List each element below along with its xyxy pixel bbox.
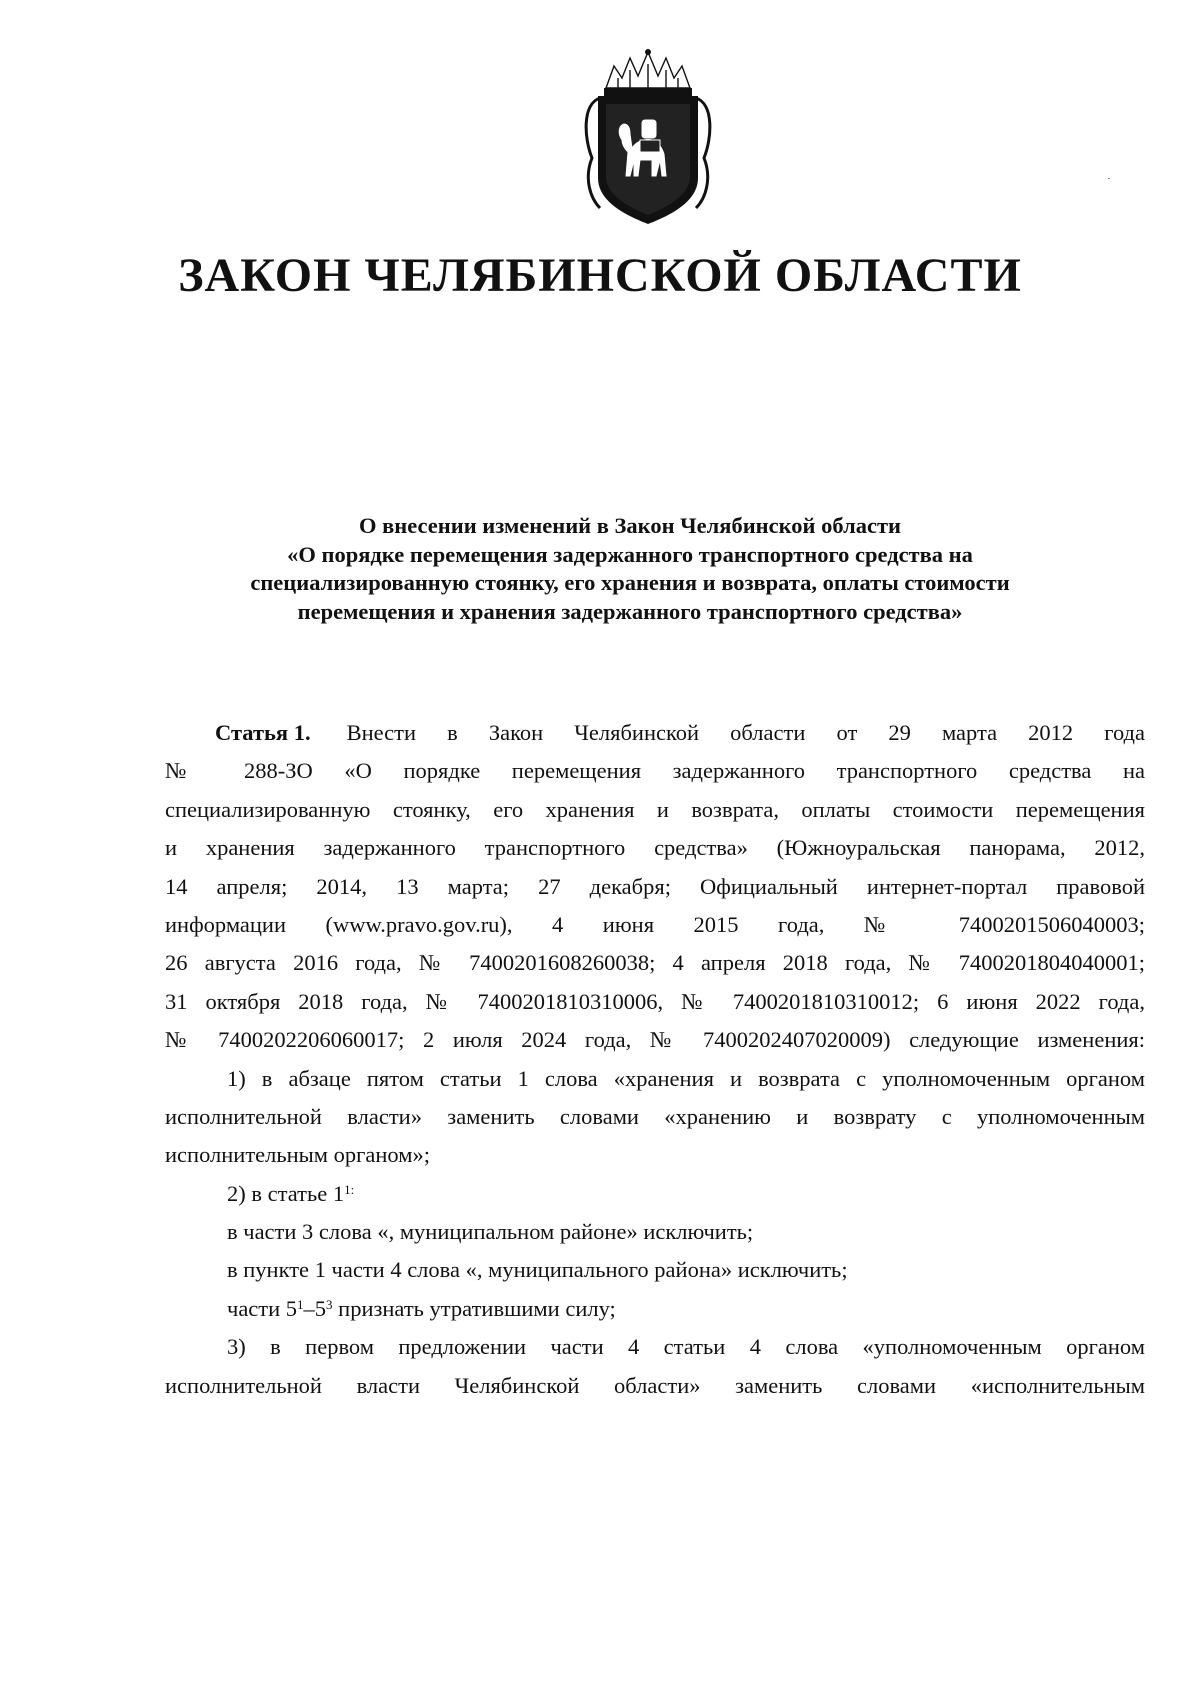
text-line-content: –5 [303,1295,327,1321]
subject-line: специализированную стоянку, его хранения и возврата, оплаты стоимости [250,570,1010,595]
article-label: Статья 1. [215,720,311,745]
law-subject [150,512,1110,626]
coat-of-arms-icon [578,48,718,230]
text-line-content: в пункте 1 части 4 слова «, муниципального района» исключить; [227,1257,848,1283]
text-line [165,868,1145,906]
text-line-content: исполнительным органом»; [165,1142,430,1168]
item-3-line [165,1328,1145,1366]
text-line-content: и хранения задержанного транспортного средства» (Южноуральская панорама, 2012, [165,835,1145,861]
item-2-sub [165,1290,1145,1328]
text-line [165,829,1145,867]
scan-speck [1108,178,1110,179]
text-line-content: 31 октября 2018 года, № 7400201810310006, № 7400201810310012; 6 июня 2022 года, [165,988,1145,1014]
text-line [165,906,1145,944]
text-line [165,983,1145,1021]
subject-line: перемещения и хранения задержанного транспортного средства» [297,598,963,624]
law-title: ЗАКОН ЧЕЛЯБИНСКОЙ ОБЛАСТИ [178,249,1022,302]
text-line-content: исполнительной власти Челябинской области» заменить словами «исполнительным [165,1372,1145,1398]
text-line-content: 14 апреля; 2014, 13 марта; 27 декабря; Официальный интернет-портал правовой [165,873,1145,899]
text-line: Внести в Закон Челябинской области от 29 марта 2012 года [346,720,1145,745]
item-1-line [165,1060,1145,1098]
text-line [165,752,1145,790]
text-line [165,791,1145,829]
text-line-content: исполнительной власти» заменить словами «хранению и возврату с уполномоченным [165,1103,1145,1129]
text-line-content: в части 3 слова «, муниципальном районе» исключить; [227,1219,754,1245]
text-line-content: части 5 [227,1295,298,1321]
text-line-content: специализированную стоянку, его хранения и возврата, оплаты стоимости перемещения [165,796,1145,822]
text-line-content: 26 августа 2016 года, № 7400201608260038; 4 апреля 2018 года, № 7400201804040001; [165,950,1145,976]
text-line-content: 1) в абзаце пятом статьи 1 слова «хранения и возврата с уполномоченным органом [227,1065,1145,1091]
superscript: 3 [326,1296,333,1312]
superscript: 1 [297,1296,304,1312]
text-line-content: 2) в статье 1 [227,1180,345,1206]
item-2-sub [165,1213,1145,1251]
text-line-content: № 7400202206060017; 2 июля 2024 года, № 7400202407020009) следующие изменения: [165,1027,1145,1053]
item-1-line [165,1098,1145,1136]
article-first-line [165,714,1145,752]
text-line [165,1021,1145,1059]
superscript: 1: [344,1181,355,1197]
subject-line: «О порядке перемещения задержанного транспортного средства на [287,541,973,567]
item-2-heading [165,1175,1145,1213]
item-1-line [165,1136,1145,1174]
text-line-content: признать утратившими силу; [332,1295,616,1321]
subject-line: О внесении изменений в Закон Челябинской области [359,513,901,538]
item-2-sub [165,1251,1145,1289]
text-line-content: информации (www.pravo.gov.ru), 4 июня 2015 года, № 7400201506040003; [165,911,1145,937]
text-line [165,944,1145,982]
item-3-line [165,1367,1145,1405]
document-body [165,714,1145,1405]
text-line-content: 3) в первом предложении части 4 статьи 4 слова «уполномоченным органом [227,1334,1145,1360]
text-line-content: № 288-ЗО «О порядке перемещения задержанного транспортного средства на [165,758,1145,784]
